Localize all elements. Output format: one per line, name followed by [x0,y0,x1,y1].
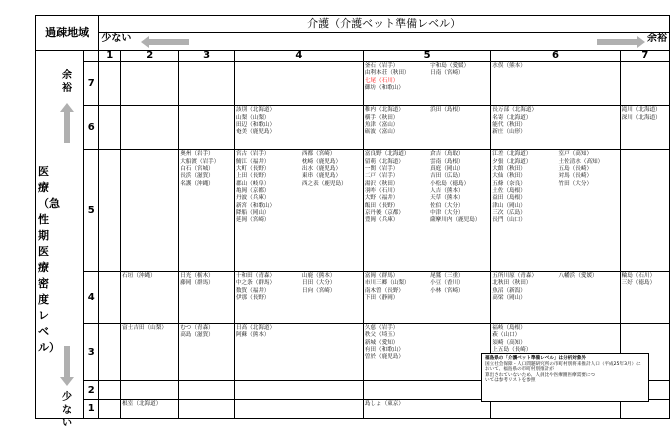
region-entry-pair [365,288,490,295]
medical-less-label: 少ない [62,392,72,429]
matrix-cell [363,150,490,272]
region-name: 数賀（福井） [235,287,270,294]
note-heading: 福島県の「介護ベット準備レベル」は分析対象外 [485,356,587,361]
region-name: 中之条（群馬） [235,280,276,287]
region-name: 八幡浜（愛媛） [558,273,598,279]
region-name: 真庭（岡山） [430,166,464,173]
matrix-cell [99,106,121,150]
region-name: 浜田（島根） [430,107,464,114]
region-name: 対馬（長崎） [558,173,593,180]
care-level-6: 6 [491,51,620,62]
region-name: 留萌（北海道） [364,158,404,165]
region-name: 小松島（徳島） [430,180,470,187]
region-entry-pair [492,159,619,166]
region-name: 一関（岩手） [364,166,399,173]
medical-row-5 [36,150,670,272]
region-name: 下田（静岡） [364,294,399,301]
region-name: 深川（北海道） [621,114,661,121]
region-name: 奥州（岩手） [180,151,214,158]
region-name: 水俣（熊本） [492,63,526,70]
region-name: 七尾（石川） [364,77,399,84]
matrix-cell [121,323,179,380]
care-level-7: 7 [620,51,669,62]
region-name: 天草（熊本） [430,195,464,202]
region-name: 根室（北海道） [122,401,162,408]
region-name: 雲南（島根） [430,158,464,165]
region-name: 長浜（滋賀） [180,173,214,180]
region-name: 五條（奈良） [492,180,526,187]
matrix-cell [121,106,179,150]
region-name: 飯田（長野） [364,202,399,209]
matrix-cell [121,381,179,400]
matrix-cell [179,150,235,272]
region-name: 南木曽（長野） [364,287,404,294]
matrix-cell [491,62,620,106]
region-entry-pair [365,107,490,114]
region-entry-pair [365,173,490,180]
region-name: 日田（大分） [301,280,336,287]
matrix-cell [121,400,179,419]
region-name: 久慈（岩手） [364,324,399,331]
care-less-label: 少ない [101,33,132,44]
region-name: 山鹿（熊本） [301,273,336,279]
region-name: 由利本荘（秋田） [364,70,410,77]
matrix-cell [363,400,490,419]
region-name: 大館（秋田） [492,166,526,173]
region-entry-pair [365,280,490,287]
depopulated-area-label: 過疎地域 [36,16,99,51]
matrix-cell [99,381,121,400]
region-name: 日向（宮崎） [301,287,336,294]
region-name: 石垣（沖縄） [122,273,156,279]
region-name: 宇和島（愛媛） [430,63,470,70]
region-name: 小豆（香川） [430,280,464,287]
care-level-corner [84,51,99,62]
region-entry-pair [236,280,363,287]
region-name: 輪島（石川） [621,273,656,279]
region-name: 御坊（和歌山） [364,84,404,91]
matrix-cell [491,272,620,324]
care-level-1: 1 [99,51,121,62]
region-name: 小林（宮崎） [430,287,464,294]
region-name: 能代（秋田） [492,121,526,128]
medical-more-label: 余裕 [62,70,72,94]
matrix-cell [491,400,620,419]
region-name: 魚津（富山） [364,121,399,128]
region-name: 江差（北海道） [492,151,532,158]
region-name: 鯖江（福井） [235,158,270,165]
region-name: 豊岡（兵庫） [364,217,399,224]
region-entry-pair [365,181,490,188]
region-name: 津山（岡山） [492,202,526,209]
matrix-cell [234,150,363,272]
matrix-cell [363,323,490,380]
region-name: 福岐（島根） [492,324,526,331]
region-name: 砺波（富山） [364,129,399,136]
matrix-cell [179,106,235,150]
arrow-left-icon [141,36,189,48]
medical-level-number: 4 [84,272,99,324]
matrix-cell [179,323,235,380]
region-name: 田辺（和歌山） [235,121,276,128]
region-name: 丹波（兵庫） [235,195,270,202]
region-name: 五島（長崎） [558,166,593,173]
region-name: 降船（岡山） [235,209,270,216]
region-name: 奄美（鹿児島） [235,129,276,136]
medical-axis-label: 医療（急性期医療密度レベル） [38,165,60,354]
region-name: 魚沼（新潟） [492,287,526,294]
matrix-cell [234,381,363,400]
region-name: 薩摩川内（鹿児島） [430,217,481,224]
region-name: 宮古（岩手） [235,151,270,158]
region-entry-pair [365,195,490,202]
matrix-cell [179,272,235,324]
region-name: 富士吉田（山梨） [122,324,167,331]
care-more-label: 余裕 [647,33,667,44]
medical-row-7 [36,62,670,106]
region-name: 佐伯（大分） [430,202,464,209]
region-name: 人吉（熊本） [430,187,464,194]
region-name: 枕崎（鹿児島） [301,158,342,165]
matrix-cell [234,400,363,419]
matrix-cell [363,272,490,324]
matrix-cell [179,381,235,400]
medical-level-number: 2 [84,381,99,400]
arrow-right-icon [597,36,645,48]
region-name: 新城（愛知） [364,339,399,346]
medical-level-number: 3 [84,323,99,380]
region-entry-pair [236,181,363,188]
region-name: 横手（秋田） [364,114,399,121]
region-name: 吉田（広島） [430,173,464,180]
matrix-cell [179,62,235,106]
care-level-2: 2 [121,51,179,62]
note-line: 算出されていないため、人員比や医療圏医療需要につ [485,372,595,378]
region-name: 京丹後（京都） [364,209,404,216]
region-name: 日高（北海道） [235,324,276,331]
region-name: 白石（宮城） [180,166,214,173]
region-name: 秩父（埼玉） [364,332,399,339]
region-name: 新宮（和歌山） [235,202,276,209]
matrix-cell [620,150,669,272]
medical-level-number: 7 [84,62,99,106]
region-entry-pair [365,70,490,77]
region-name: 西都（宮崎） [301,151,336,158]
matrix-cell [620,400,669,419]
matrix-cell [99,400,121,419]
region-entry-pair [365,159,490,166]
care-level-4: 4 [234,51,363,62]
medical-row-4 [36,272,670,324]
arrow-down-icon [60,346,74,386]
region-name: 日南（宮崎） [430,70,464,77]
region-name: 高島（滋賀） [180,332,214,339]
region-name: 三次（広島） [492,209,526,216]
care-direction-row [99,33,670,51]
medical-level-number: 5 [84,150,99,272]
region-name: 藤岡（群馬） [180,280,214,287]
matrix-cell [99,62,121,106]
region-name: 湯沢（秋田） [364,180,399,187]
region-name: 東串（鹿児島） [301,173,342,180]
region-name: 富岡（群馬） [364,273,399,279]
matrix-cell [363,381,490,400]
region-entry-pair [365,217,490,224]
region-name: 市川三郷（山梨） [364,280,410,287]
medical-level-number: 1 [84,400,99,419]
region-name: 郡山（岐阜） [235,180,270,187]
region-name: 竹田（大分） [558,180,593,187]
region-name: 名護（沖縄） [180,180,214,187]
region-name: 釜石（岩手） [364,63,399,70]
matrix-cell [99,150,121,272]
matrix-cell [234,62,363,106]
region-entry-pair [236,173,363,180]
region-entry-pair [236,159,363,166]
matrix-cell [99,323,121,380]
care-level-3: 3 [179,51,235,62]
region-name: 五所川原（青森） [492,273,538,279]
matrix-cell [121,150,179,272]
region-name: 山梨（山梨） [235,114,270,121]
region-name: 二戸（岩手） [364,173,399,180]
region-entry-pair [492,151,619,158]
matrix-cell [363,62,490,106]
region-name: 上五島（長崎） [492,346,532,353]
region-name: 富良野（北海道） [364,151,410,158]
region-name: 萩（山口） [492,332,521,339]
region-name: 高梁（岡山） [492,294,526,301]
matrix-cell [121,272,179,324]
region-name: 倉吉（鳥取） [430,151,464,158]
region-name: 有田（和歌山） [364,346,404,353]
region-name: 北秋田（秋田） [492,280,532,287]
region-name: 十和田（青森） [235,273,276,279]
region-name: 長万部（北海道） [492,107,538,114]
region-name: 上田（長野） [235,173,270,180]
region-name: 曽於（鹿児島） [364,354,404,361]
region-name: 夕張（北海道） [492,158,532,165]
region-name: 滝川（北海道） [621,107,661,114]
region-name: 中津（大分） [430,209,464,216]
matrix-cell [620,272,669,324]
region-name: 尾鷲（三重） [430,273,464,279]
matrix-cell [491,106,620,150]
region-name: 阿蘇（熊本） [235,332,270,339]
region-name: 伊那（長野） [235,294,270,301]
region-name: 大仙（秋田） [492,173,526,180]
region-name: 出水（鹿児島） [301,166,342,173]
region-name: 大町（長野） [235,166,270,173]
region-name: 長門（山口） [492,217,526,224]
region-name: 亀岡（京都） [235,187,270,194]
region-name: 三好（徳島） [621,280,656,287]
region-name: 西之表（鹿児島） [301,180,347,187]
fukushima-note [481,353,649,402]
region-entry-pair [236,288,363,295]
matrix-cell [620,62,669,106]
medical-row-1 [36,400,670,419]
note-line: いては参考リストを参照 [485,378,536,384]
matrix-cell [620,106,669,150]
care-title: 介護（介護ベット準備レベル） [99,16,670,33]
region-name: むつ（青森） [180,324,214,331]
matrix-cell [234,106,363,150]
matrix-cell [234,272,363,324]
matrix-cell [121,62,179,106]
arrow-up-icon [60,103,74,143]
region-name: 延岡（宮崎） [235,217,270,224]
region-name: 稚内（北海道） [364,107,404,114]
region-entry-pair [492,173,619,180]
region-name: 島しょ（東京） [364,401,404,408]
medical-row-6 [36,106,670,150]
region-entry-pair [236,151,363,158]
region-name: 須崎（高知） [492,339,526,346]
region-name: 該別（北海道） [235,107,276,114]
region-name: 新庄（山形） [492,129,526,136]
matrix-cell [234,323,363,380]
matrix-cell [363,106,490,150]
matrix-cell [179,400,235,419]
region-name: 室戸（高知） [558,151,593,158]
region-name: 羽咋（石川） [364,187,399,194]
region-name: 土佐清水（高知） [558,158,604,165]
region-name: 益田（島根） [492,195,526,202]
region-name: 名寄（北海道） [492,114,532,121]
region-name: 土佐（島根） [492,187,526,194]
region-entry-pair [365,151,490,158]
note-line: 国立社会保障・人口問題研究所の市町村別将来推計人口（平成25年3月）において、福島県の市町村別推計が [485,361,641,373]
region-entry-pair [492,181,619,188]
matrix-cell [99,272,121,324]
region-name: 大船渡（岩手） [180,158,220,165]
care-level-5: 5 [363,51,490,62]
region-name: 大野（福井） [364,195,399,202]
region-name: 日光（栃木） [180,273,214,279]
medical-level-number: 6 [84,106,99,150]
region-entry-pair [365,203,490,210]
matrix-cell [491,150,620,272]
medical-axis-cell [36,51,84,429]
